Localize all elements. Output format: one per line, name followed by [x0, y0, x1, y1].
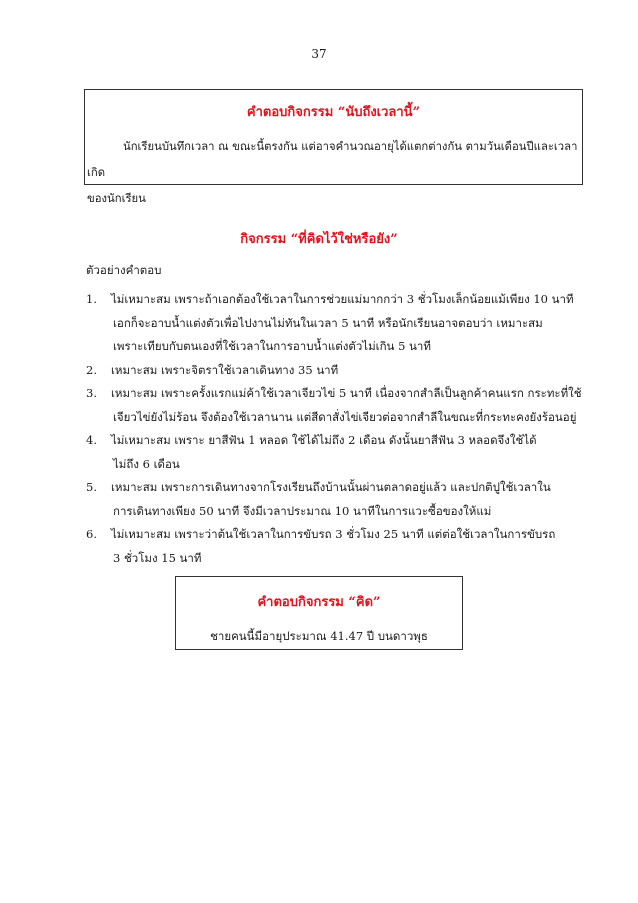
answer-item-6 [86, 523, 586, 570]
answer-line: เหมาะสม เพราะครั้งแรกแม่ค้าใช้เวลาเจียวไข่ 5 นาที เนื่องจากสำลีเป็นลูกค้าคนแรก กระทะที่ใช้ [111, 386, 582, 400]
answer-line: เหมาะสม เพราะการเดินทางจากโรงเรียนถึงบ้านนั้นผ่านตลาดอยู่แล้ว และปกติปูใช้เวลาใน [111, 480, 551, 494]
answer-line: ไม่เหมาะสม เพราะ ยาสีฟัน 1 หลอด ใช้ได้ไม่ถึง 2 เดือน ดังนั้นยาสีฟัน 3 หลอดจึงใช้ได้ [111, 433, 537, 447]
activity-answer-box [84, 89, 583, 205]
answer-line: การเดินทางเพียง 50 นาที จึงมีเวลาประมาณ 10 นาทีในการแวะซื้อของให้แม่ [113, 503, 492, 518]
answer-line: 3 ชั่วโมง 15 นาที [113, 550, 202, 565]
activity-answer-line-1: นักเรียนบันทึกเวลา ณ ขณะนี้ตรงกัน แต่อาจคำนวณอายุได้แตกต่างกัน ตามวันเดือนปีและเวลาเกิด [87, 140, 578, 179]
think-answer-box [175, 576, 463, 650]
think-answer-title: คำตอบกิจกรรม “คิด” [257, 595, 381, 610]
answer-number: 1. [86, 292, 97, 306]
activity-title: กิจกรรม “ที่คิดไว้ใช่หรือยัง” [240, 232, 398, 247]
answer-number: 2. [86, 362, 97, 377]
think-answer-text: ชายคนนี้มีอายุประมาณ 41.47 ปี บนดาวพุธ [210, 629, 428, 643]
answer-number: 4. [86, 433, 97, 447]
answer-line: ไม่ถึง 6 เดือน [113, 456, 180, 471]
example-answers-label: ตัวอย่างคำตอบ [86, 263, 162, 277]
activity-answer-line-2: ของนักเรียน [87, 192, 146, 205]
activity-answer-text [85, 134, 582, 212]
answer-line: เจียวไข่ยังไม่ร้อน จึงต้องใช้เวลานาน แต่สีดาสั่งไข่เจียวต่อจากสำลีในขณะที่กระทะคงยังร้อนอยู่ [113, 409, 577, 424]
answer-number: 5. [86, 480, 97, 494]
answer-item-1 [86, 288, 586, 359]
answer-item-5 [86, 476, 586, 523]
answer-line: เอกก็จะอาบน้ำแต่งตัวเพื่อไปงานไม่ทันในเวลา 5 นาที หรือนักเรียนอาจตอบว่า เหมาะสม [113, 315, 543, 330]
answer-line: ไม่เหมาะสม เพราะถ้าเอกต้องใช้เวลาในการช่วยแม่มากกว่า 3 ชั่วโมงเล็กน้อยแม้เพียง 10 นาที [111, 292, 574, 306]
answer-number: 6. [86, 527, 97, 541]
answer-item-3 [86, 382, 586, 429]
answer-number: 3. [86, 386, 97, 400]
activity-answer-title: คำตอบกิจกรรม “นับถึงเวลานี้” [246, 105, 421, 120]
answer-item-2 [86, 359, 586, 383]
answer-item-4 [86, 429, 586, 476]
answer-line: เหมาะสม เพราะจิตราใช้เวลาเดินทาง 35 นาที [111, 362, 339, 377]
answer-list [86, 288, 586, 570]
page-number: 37 [311, 47, 327, 61]
answer-line: ไม่เหมาะสม เพราะว่าต้นใช้เวลาในการขับรถ 3 ชั่วโมง 25 นาที แต่ต่อใช้เวลาในการขับรถ [111, 527, 556, 541]
answer-line: เพราะเทียบกับตนเองที่ใช้เวลาในการอาบน้ำแต่งตัวไม่เกิน 5 นาที [113, 339, 431, 353]
